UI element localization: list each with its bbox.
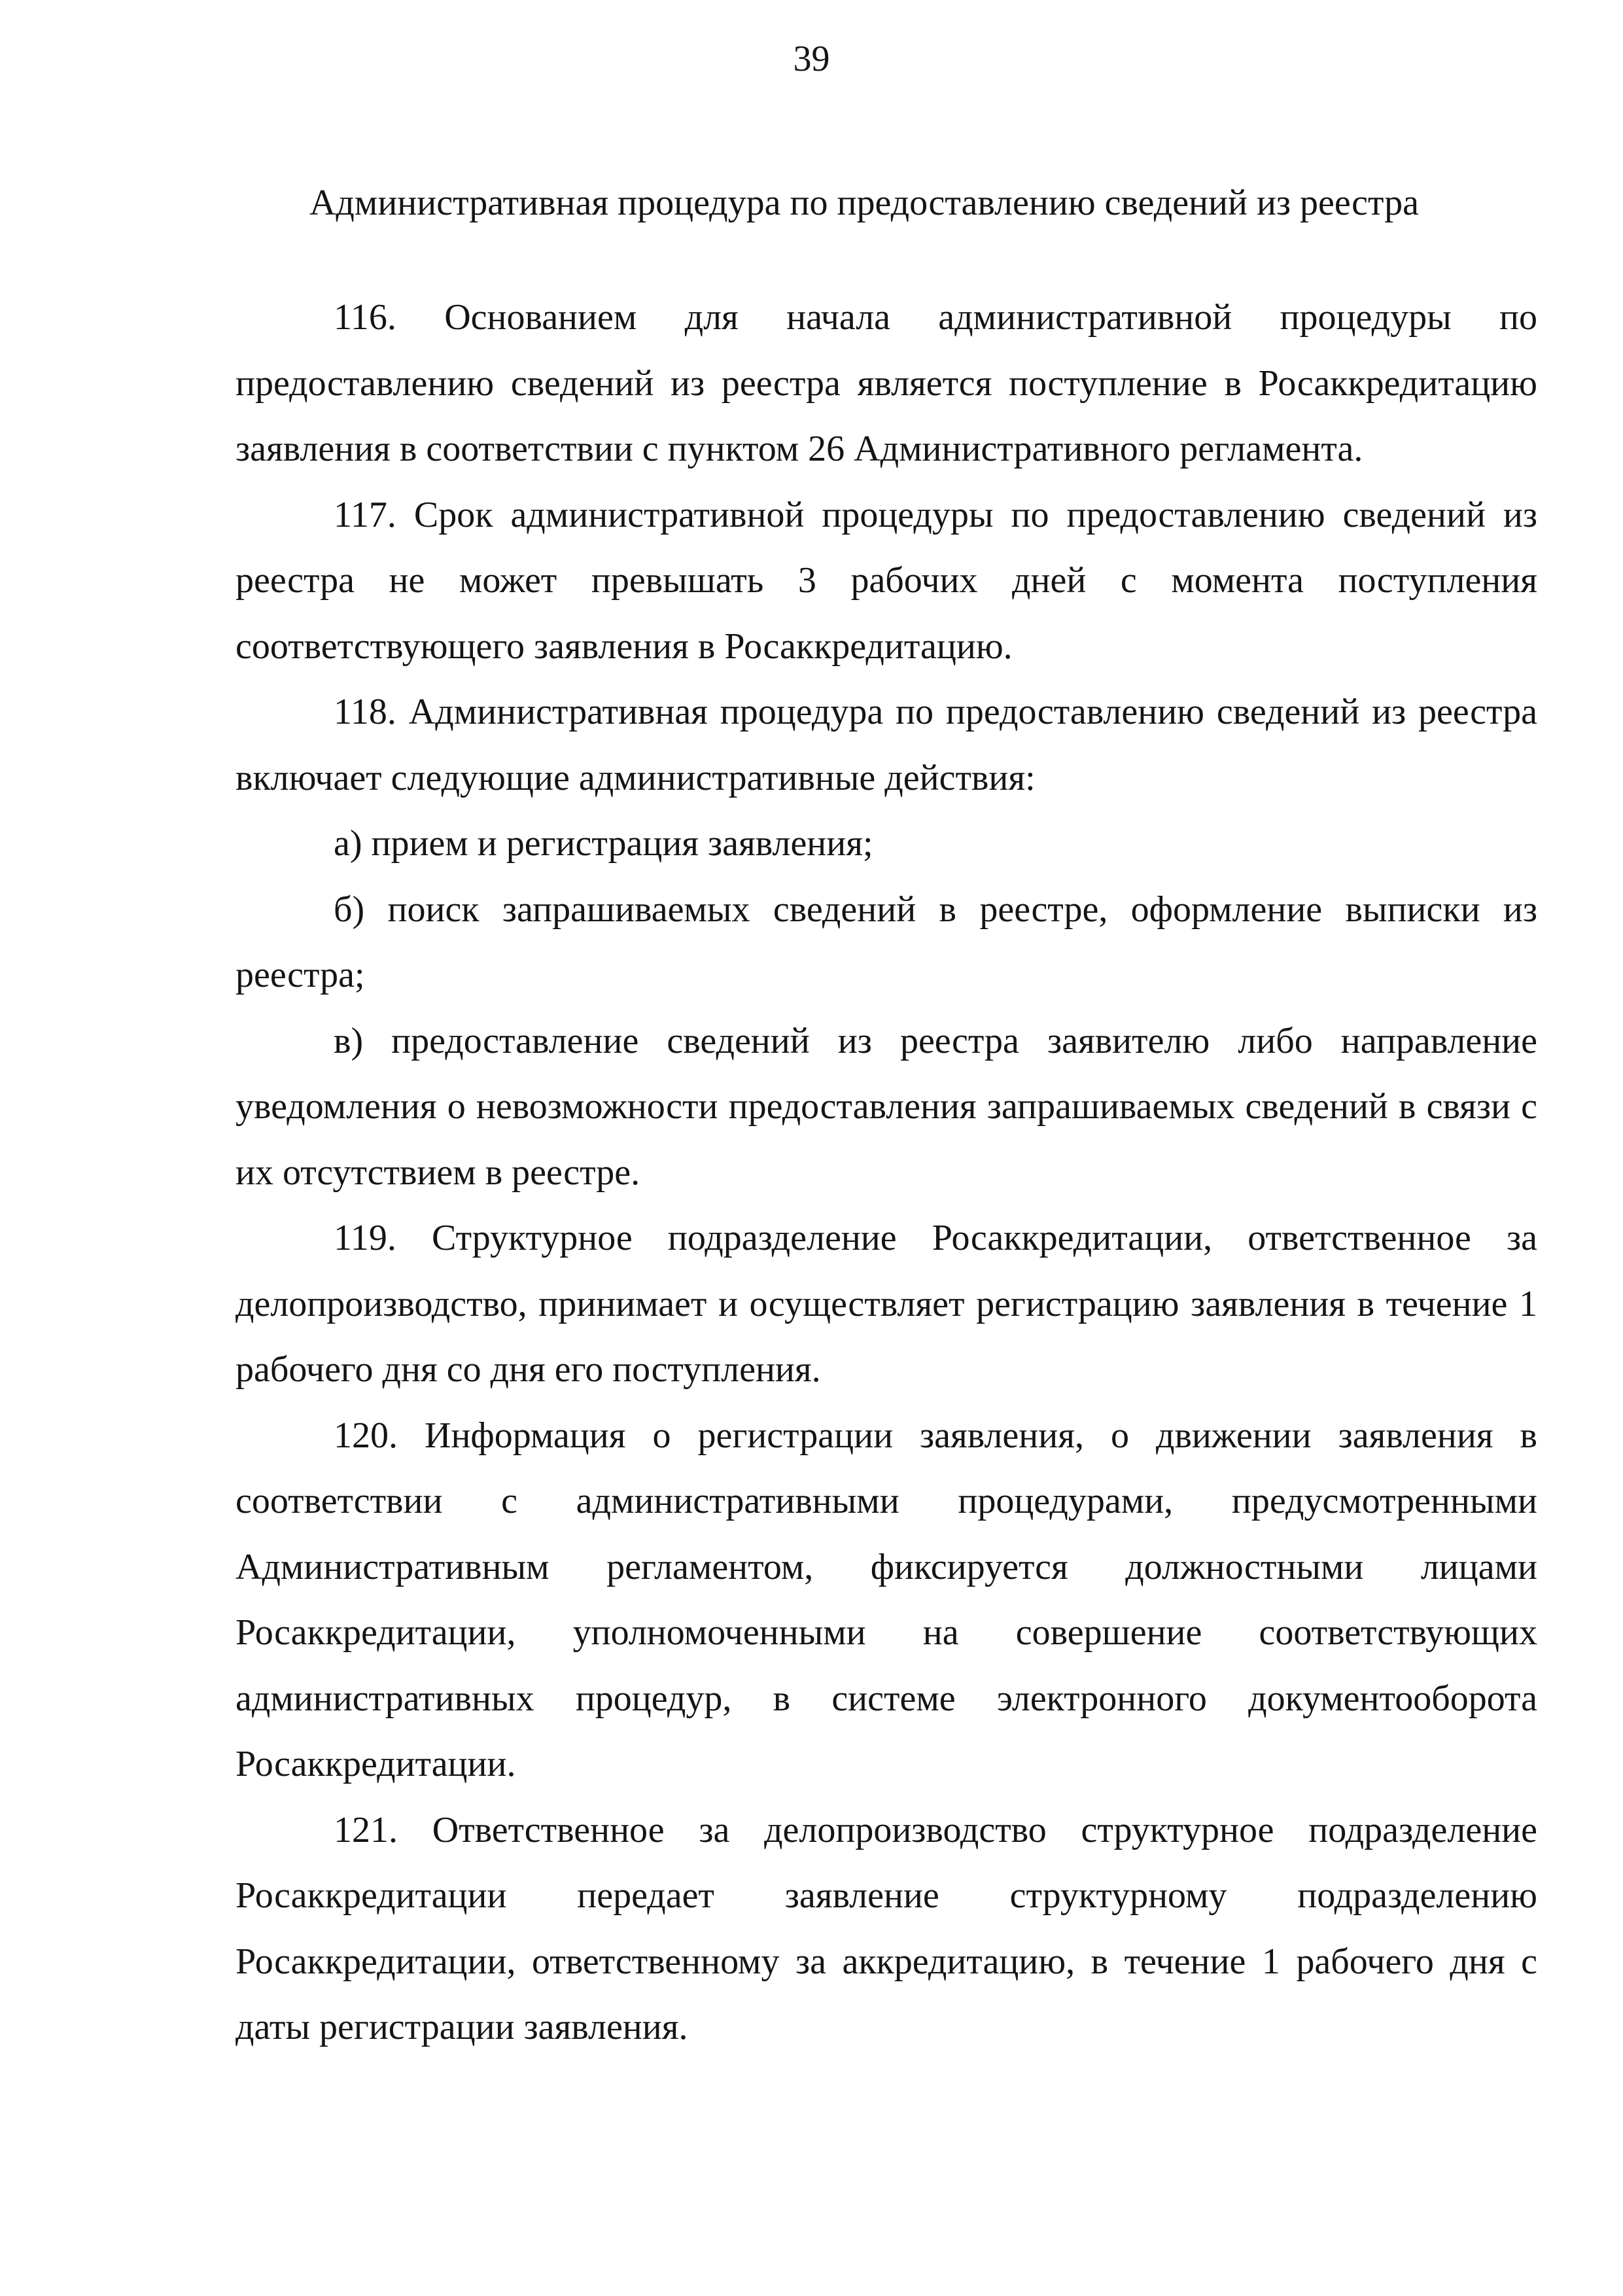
page-number: 39 xyxy=(793,39,830,79)
list-item-a: а) прием и регистрация заявления; xyxy=(334,823,873,864)
document-body xyxy=(236,285,1537,2060)
paragraph-121: 121. Ответственное за делопроизводство структурное подразделение Росаккредитации передает заявление структурному подразделению Росаккредитации, ответственному за аккредитацию, в течение 1 рабочего дня с даты регистрации заявления. xyxy=(236,1809,1537,2047)
paragraph-117: 117. Срок административной процедуры по предоставлению сведений из реестра не может превышать 3 рабочих дней с момента поступления соответствующего заявления в Росаккредитацию. xyxy=(236,494,1537,667)
paragraph-116: 116. Основанием для начала административной процедуры по предоставлению сведений из реестра является поступление в Росаккредитацию заявления в соответствии с пунктом 26 Административного регламента. xyxy=(236,297,1537,469)
paragraph-120: 120. Информация о регистрации заявления, о движении заявления в соответствии с административными процедурами, предусмотренными Административным регламентом, фиксируется должностными лицами Росаккредитации, уполномоченными на совершение соответствующих административных процедур, в системе электронного документооборота Росаккредитации. xyxy=(236,1415,1537,1784)
paragraph-118: 118. Административная процедура по предоставлению сведений из реестра включает следующие административные действия: xyxy=(236,692,1537,798)
paragraph-119: 119. Структурное подразделение Росаккредитации, ответственное за делопроизводство, принимает и осуществляет регистрацию заявления в течение 1 рабочего дня со дня его поступления. xyxy=(236,1218,1537,1390)
list-item-v: в) предоставление сведений из реестра заявителю либо направление уведомления о невозможности предоставления запрашиваемых сведений в связи с их отсутствием в реестре. xyxy=(236,1020,1537,1193)
section-heading: Административная процедура по предоставлению сведений из реестра xyxy=(309,183,1420,223)
list-item-b: б) поиск запрашиваемых сведений в реестре, оформление выписки из реестра; xyxy=(236,889,1537,995)
